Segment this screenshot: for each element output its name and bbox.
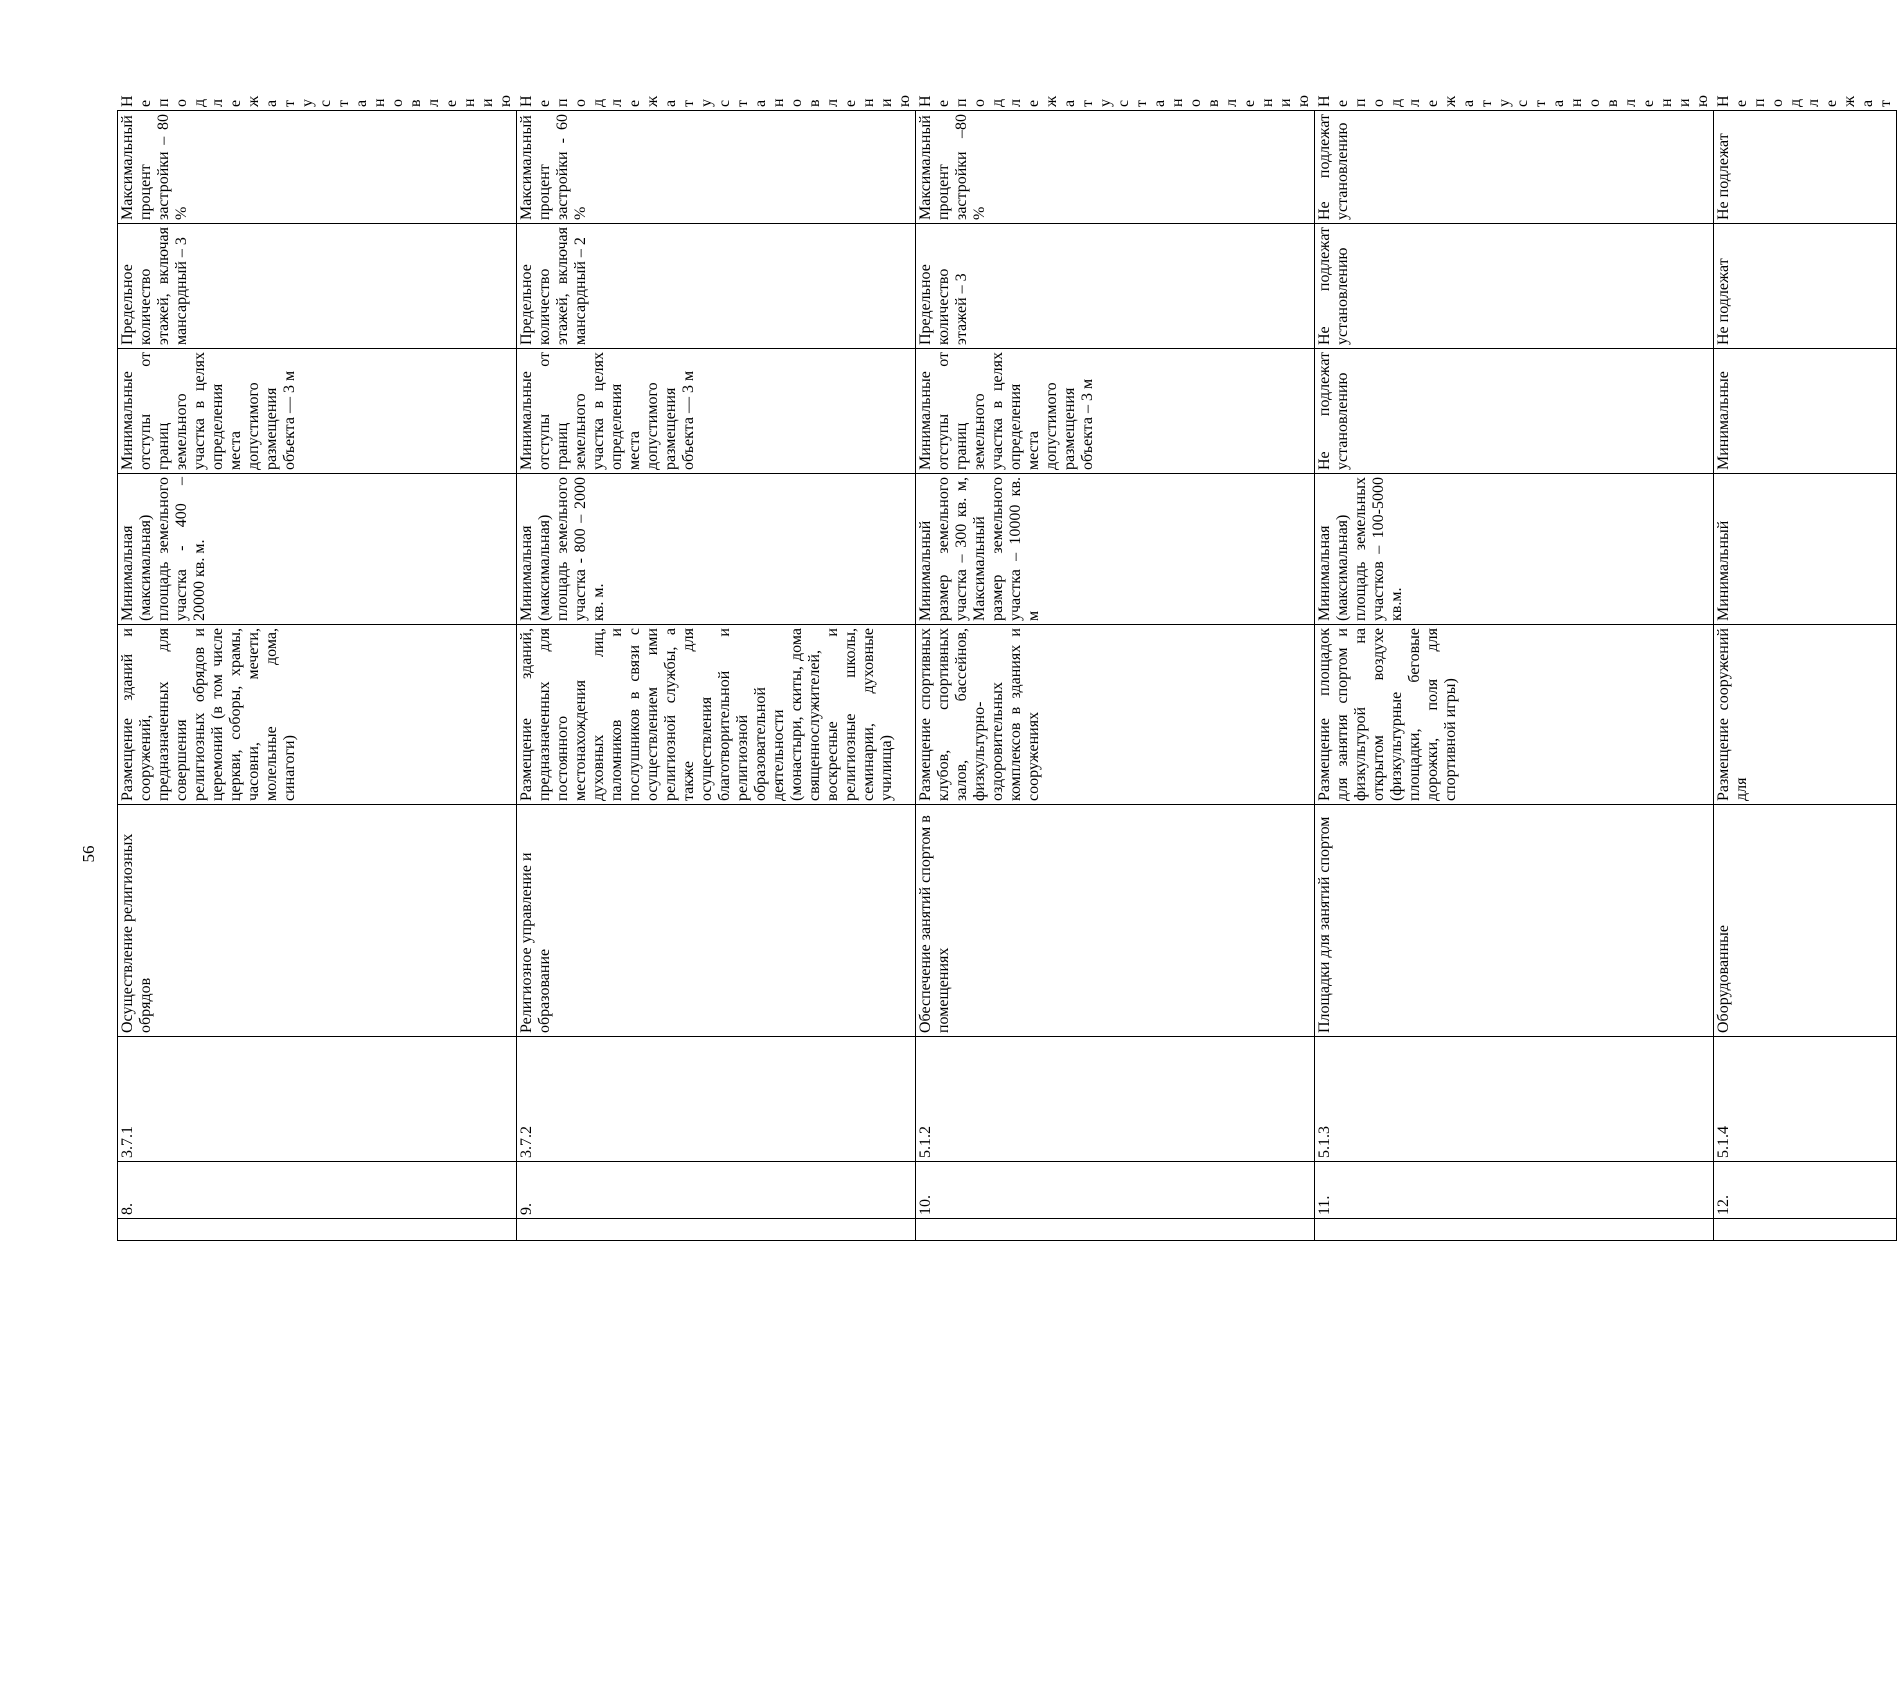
use-description: Размещение спортивных клубов, спортивных залов, бассейнов, физкультурно-оздоровительных комплексов в зданиях и сооружениях: [916, 625, 1315, 805]
setbacks: Не подлежат установлению: [1315, 349, 1714, 474]
setbacks: Минимальные отступы от границ земельного участка в целях определения места допустимого размещения объекта – 3 м: [916, 349, 1315, 474]
rotated-table-container: [117, 95, 1894, 1241]
plot-area: Минимальная (максимальная) площадь земельного участка - 400 – 20000 кв. м.: [118, 474, 517, 625]
plot-area: Минимальная (максимальная) площадь земельных участков – 100-5000 кв.м.: [1315, 474, 1714, 625]
setbacks: Минимальные: [1714, 349, 1897, 474]
use-code: 5.1.4: [1714, 1037, 1897, 1162]
page-number: 56: [79, 845, 98, 863]
coverage: Максимальный процент застройки - 60 %: [517, 111, 916, 224]
coverage: Максимальный процент застройки –80 %: [916, 111, 1315, 224]
land-use-table: [117, 95, 1897, 1241]
setbacks: Минимальные отступы от границ земельного участка в целях определения места допустимого размещения объекта — 3 м: [118, 349, 517, 474]
use-name: Оборудованные: [1714, 805, 1897, 1037]
table-row: 8. 3.7.1 Осуществление религиозных обрядов Размещение зданий и сооружений, предназначенных для совершения религиозных обрядов и церемоний (в том числе церкви, соборы, храмы, часовни, мечети, молельные дома, синагоги) Минимальная (максимальная) площадь земельного участка - 400 – 20000 кв. м. Минимальные отступы от границ земельного участка в целях определения места допустимого размещения объекта — 3 м Предельное количество этажей, включая мансардный – 3 Максимальный процент застройки – 80 % Не подлежат установлению: [118, 111, 517, 1241]
row-number: 10.: [916, 1162, 1315, 1219]
spacer-cell: [916, 1219, 1315, 1241]
use-code: 3.7.2: [517, 1037, 916, 1162]
coverage: Максимальный процент застройки – 80 %: [118, 111, 517, 224]
table-row: 9. 3.7.2 Религиозное управление и образование Размещение зданий, предназначенных для постоянного местонахождения духовных лиц, паломников и послушников в связи с осуществлением ими религиозной службы, а также для осуществления благотворительной и религиозной образовательной деятельности (монастыри, скиты, дома священнослужителей, воскресные и религиозные школы, семинарии, духовные училища) Минимальная (максимальная) площадь земельного участка - 800 – 2000 кв. м. Минимальные отступы от границ земельного участка в целях определения места допустимого размещения объекта — 3 м Предельное количество этажей, включая мансардный – 2 Максимальный процент застройки - 60 % Не подлежат установлению: [517, 111, 916, 1241]
row-number: 8.: [118, 1162, 517, 1219]
floors: Предельное количество этажей – 3: [916, 224, 1315, 349]
use-name: Площадки для занятий спортом: [1315, 805, 1714, 1037]
use-name: Осуществление религиозных обрядов: [118, 805, 517, 1037]
spacer-cell: [1315, 1219, 1714, 1241]
use-code: 3.7.1: [118, 1037, 517, 1162]
plot-area: Минимальный: [1714, 474, 1897, 625]
spacer-cell: [1714, 1219, 1897, 1241]
table-row: 12. 5.1.4 Оборудованные Размещение сооружений для Минимальный Минимальные Не подлежат Не подлежат Не подлежат: [1714, 111, 1897, 1241]
use-description: Размещение сооружений для: [1714, 625, 1897, 805]
use-code: 5.1.3: [1315, 1037, 1714, 1162]
row-number: 11.: [1315, 1162, 1714, 1219]
plot-area: Минимальный размер земельного участка – 300 кв. м, Максимальный размер земельного участка – 10000 кв. м: [916, 474, 1315, 625]
setbacks: Минимальные отступы от границ земельного участка в целях определения места допустимого размещения объекта — 3 м: [517, 349, 916, 474]
floors: Не подлежат установлению: [1315, 224, 1714, 349]
plot-area: Минимальная (максимальная) площадь земельного участка - 800 – 2000 кв. м.: [517, 474, 916, 625]
use-name: Религиозное управление и образование: [517, 805, 916, 1037]
floors: Не подлежат: [1714, 224, 1897, 349]
spacer-cell: [517, 1219, 916, 1241]
use-description: Размещение зданий, предназначенных для постоянного местонахождения духовных лиц, паломников и послушников в связи с осуществлением ими религиозной службы, а также для осуществления благотворительной и религиозной образовательной деятельности (монастыри, скиты, дома священнослужителей, воскресные и религиозные школы, семинарии, духовные училища): [517, 625, 916, 805]
spacer-cell: [118, 1219, 517, 1241]
table-row: 10. 5.1.2 Обеспечение занятий спортом в помещениях Размещение спортивных клубов, спортивных залов, бассейнов, физкультурно-оздоровительных комплексов в зданиях и сооружениях Минимальный размер земельного участка – 300 кв. м, Максимальный размер земельного участка – 10000 кв. м Минимальные отступы от границ земельного участка в целях определения места допустимого размещения объекта – 3 м Предельное количество этажей – 3 Максимальный процент застройки –80 % Не подлежат установлению: [916, 111, 1315, 1241]
use-name: Обеспечение занятий спортом в помещениях: [916, 805, 1315, 1037]
use-code: 5.1.2: [916, 1037, 1315, 1162]
use-description: Размещение площадок для занятия спортом и физкультурой на открытом воздухе (физкультурные площадки, беговые дорожки, поля для спортивной игры): [1315, 625, 1714, 805]
use-description: Размещение зданий и сооружений, предназначенных для совершения религиозных обрядов и церемоний (в том числе церкви, соборы, храмы, часовни, мечети, молельные дома, синагоги): [118, 625, 517, 805]
floors: Предельное количество этажей, включая мансардный – 3: [118, 224, 517, 349]
row-number: 12.: [1714, 1162, 1897, 1219]
table-row: 11. 5.1.3 Площадки для занятий спортом Размещение площадок для занятия спортом и физкультурой на открытом воздухе (физкультурные площадки, беговые дорожки, поля для спортивной игры) Минимальная (максимальная) площадь земельных участков – 100-5000 кв.м. Не подлежат установлению Не подлежат установлению Не подлежат установлению Не подлежат установлению: [1315, 111, 1714, 1241]
coverage: Не подлежат: [1714, 111, 1897, 224]
floors: Предельное количество этажей, включая мансардный – 2: [517, 224, 916, 349]
coverage: Не подлежат установлению: [1315, 111, 1714, 224]
row-number: 9.: [517, 1162, 916, 1219]
